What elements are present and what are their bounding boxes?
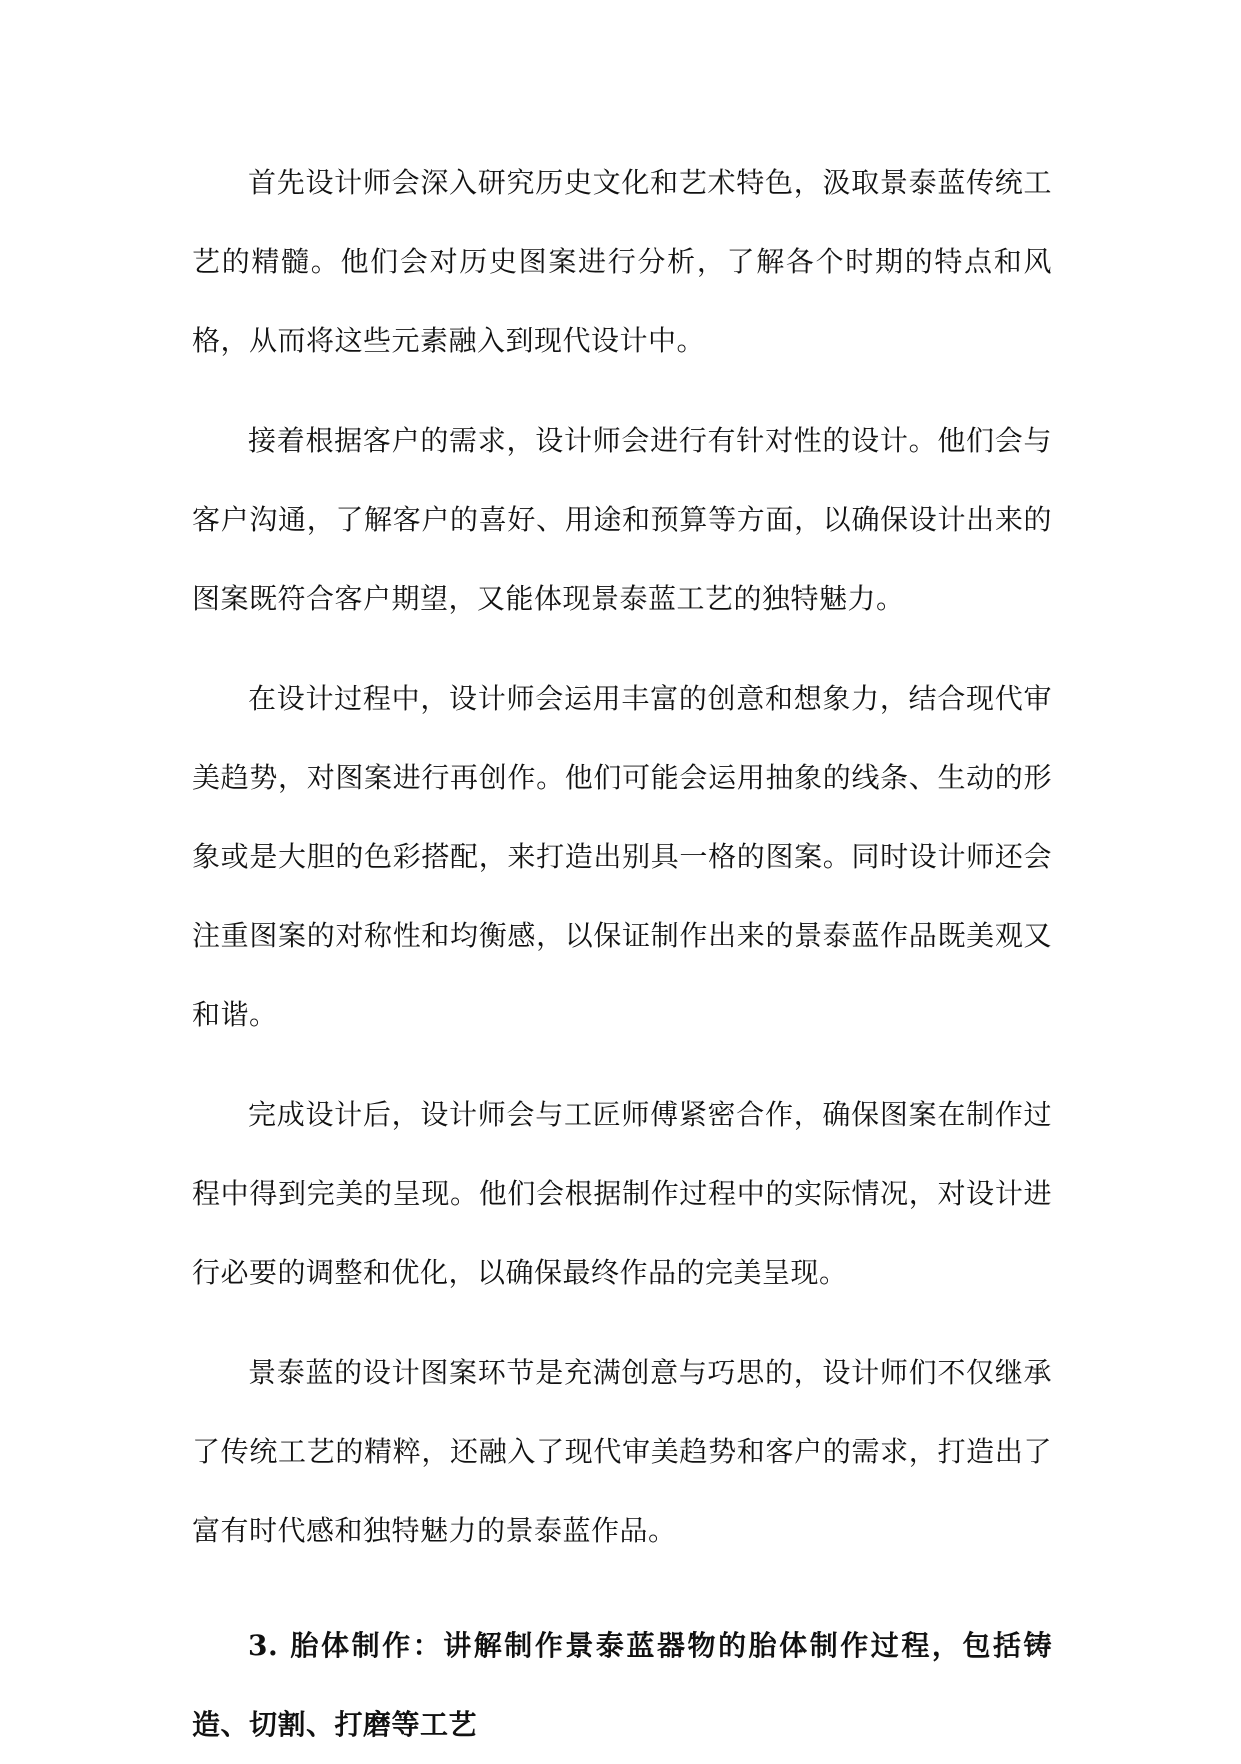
paragraph-design-process: 在设计过程中，设计师会运用丰富的创意和想象力，结合现代审美趋势，对图案进行再创作。他们可能会运用抽象的线条、生动的形象或是大胆的色彩搭配，来打造出别具一格的图案。同时设计师还会注重图案的对称性和均衡感，以保证制作出来的景泰蓝作品既美观又和谐。 — [192, 682, 1052, 1031]
section-heading: 3. 胎体制作：讲解制作景泰蓝器物的胎体制作过程，包括铸造、切割、打磨等工艺 — [192, 1629, 1052, 1741]
paragraph-summary: 景泰蓝的设计图案环节是充满创意与巧思的，设计师们不仅继承了传统工艺的精粹，还融入了现代审美趋势和客户的需求，打造出了富有时代感和独特魅力的景泰蓝作品。 — [192, 1356, 1052, 1547]
paragraph-client-needs: 接着根据客户的需求，设计师会进行有针对性的设计。他们会与客户沟通，了解客户的喜好、用途和预算等方面，以确保设计出来的图案既符合客户期望，又能体现景泰蓝工艺的独特魅力。 — [192, 424, 1052, 615]
paragraph-research-history: 首先设计师会深入研究历史文化和艺术特色，汲取景泰蓝传统工艺的精髓。他们会对历史图案进行分析，了解各个时期的特点和风格，从而将这些元素融入到现代设计中。 — [192, 166, 1052, 357]
document-body — [192, 143, 1052, 1764]
paragraph-craftsman-collaboration: 完成设计后，设计师会与工匠师傅紧密合作，确保图案在制作过程中得到完美的呈现。他们会根据制作过程中的实际情况，对设计进行必要的调整和优化，以确保最终作品的完美呈现。 — [192, 1098, 1052, 1289]
